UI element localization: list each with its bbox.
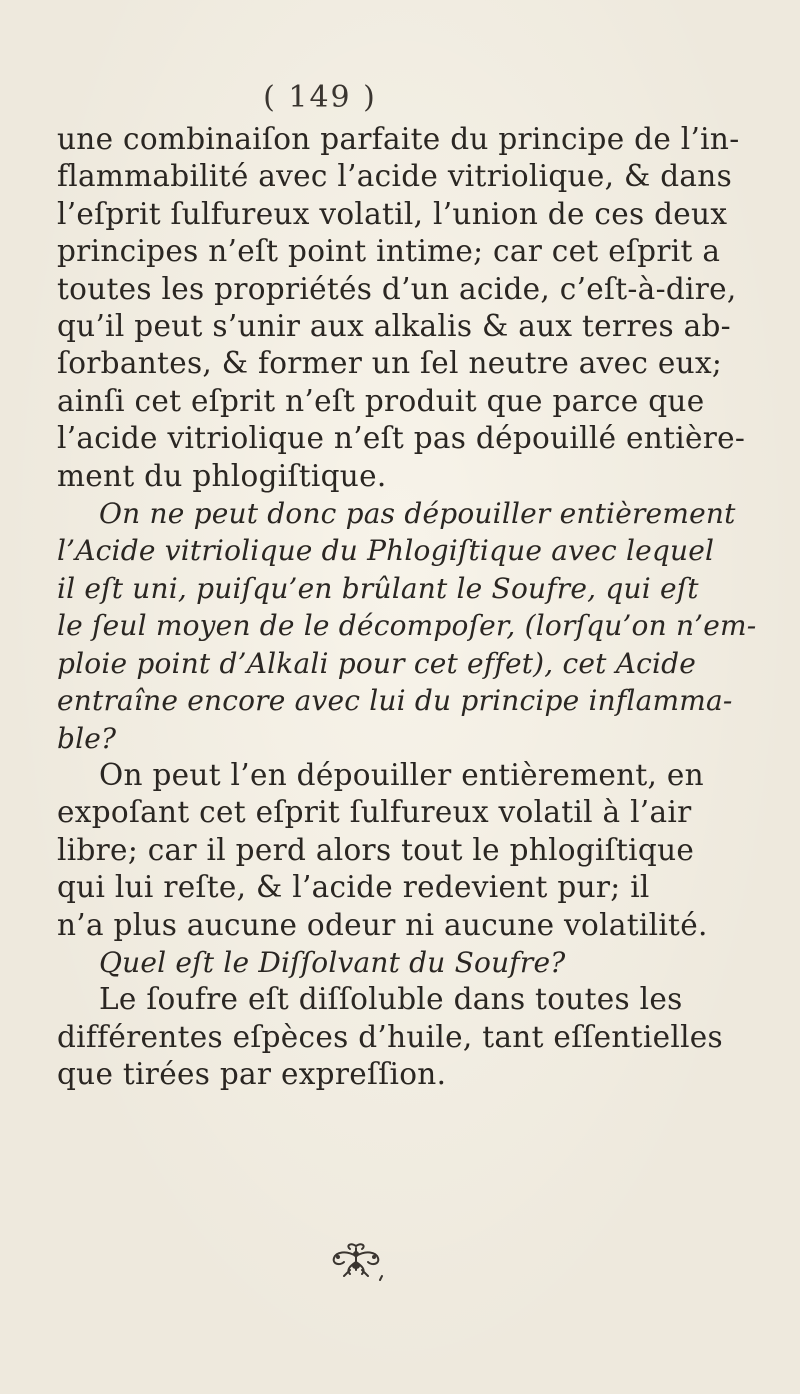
text-line: il eſt uni, puiſqu’en brûlant le Soufre, qui eſt (57, 571, 699, 605)
text-line: l’acide vitriolique n’eſt pas dépouillé entière- (57, 421, 746, 456)
answer-paragraph (57, 981, 757, 1093)
text-line: ploie point d’Alkali pour cet effet), cet Acide (57, 646, 697, 680)
text-line: n’a plus aucune odeur ni aucune volatilité. (57, 907, 708, 942)
text-line: ble? (57, 721, 117, 755)
text-line: toutes les propriétés d’un acide, c’eſt-à-dire, (57, 271, 737, 306)
text-line: Quel eſt le Diſſolvant du Soufre? (99, 945, 566, 979)
text-line: ſorbantes, & former un ſel neutre avec eux; (57, 346, 723, 381)
text-line: flammabilité avec l’acide vitriolique, & dans (57, 159, 733, 194)
text-line: le ſeul moyen de le décompoſer, (lorſqu’on n’em- (57, 609, 757, 643)
text-block (57, 121, 757, 1094)
text-line: On peut l’en dépouiller entièrement, en (99, 757, 704, 792)
page-number: ( 149 ) (263, 80, 377, 115)
paragraph-continuation (57, 121, 757, 495)
text-line: qu’il peut s’unir aux alkalis & aux terres ab- (57, 309, 731, 344)
text-line: libre; car il perd alors tout le phlogiſtique (57, 832, 695, 867)
text-line: l’eſprit ſulfureux volatil, l’union de ces deux (57, 196, 728, 231)
text-line: entraîne encore avec lui du principe inflamma- (57, 684, 733, 718)
text-line: qui lui reſte, & l’acide redevient pur; il (57, 870, 650, 905)
text-line: différentes eſpèces d’huile, tant eſſentielles (57, 1019, 723, 1054)
text-line: expoſant cet eſprit ſulfureux volatil à l’air (57, 795, 692, 830)
text-line: l’Acide vitriolique du Phlogiſtique avec lequel (57, 534, 715, 568)
text-line: Le ſoufre eſt diſſoluble dans toutes les (99, 982, 683, 1017)
question-paragraph (57, 495, 757, 757)
question-paragraph (57, 944, 757, 981)
text-line: que tirées par expreſſion. (57, 1057, 447, 1092)
text-line: principes n’eſt point intime; car cet eſprit a (57, 234, 721, 269)
fleuron-ornament-icon (316, 1240, 396, 1284)
text-line: ainſi cet eſprit n’eſt produit que parce que (57, 383, 705, 418)
answer-paragraph (57, 757, 757, 944)
text-line: une combinaiſon parfaite du principe de l’in- (57, 122, 740, 156)
text-line: On ne peut donc pas dépouiller entièrement (99, 497, 736, 531)
text-line: ment du phlogiſtique. (57, 458, 387, 493)
